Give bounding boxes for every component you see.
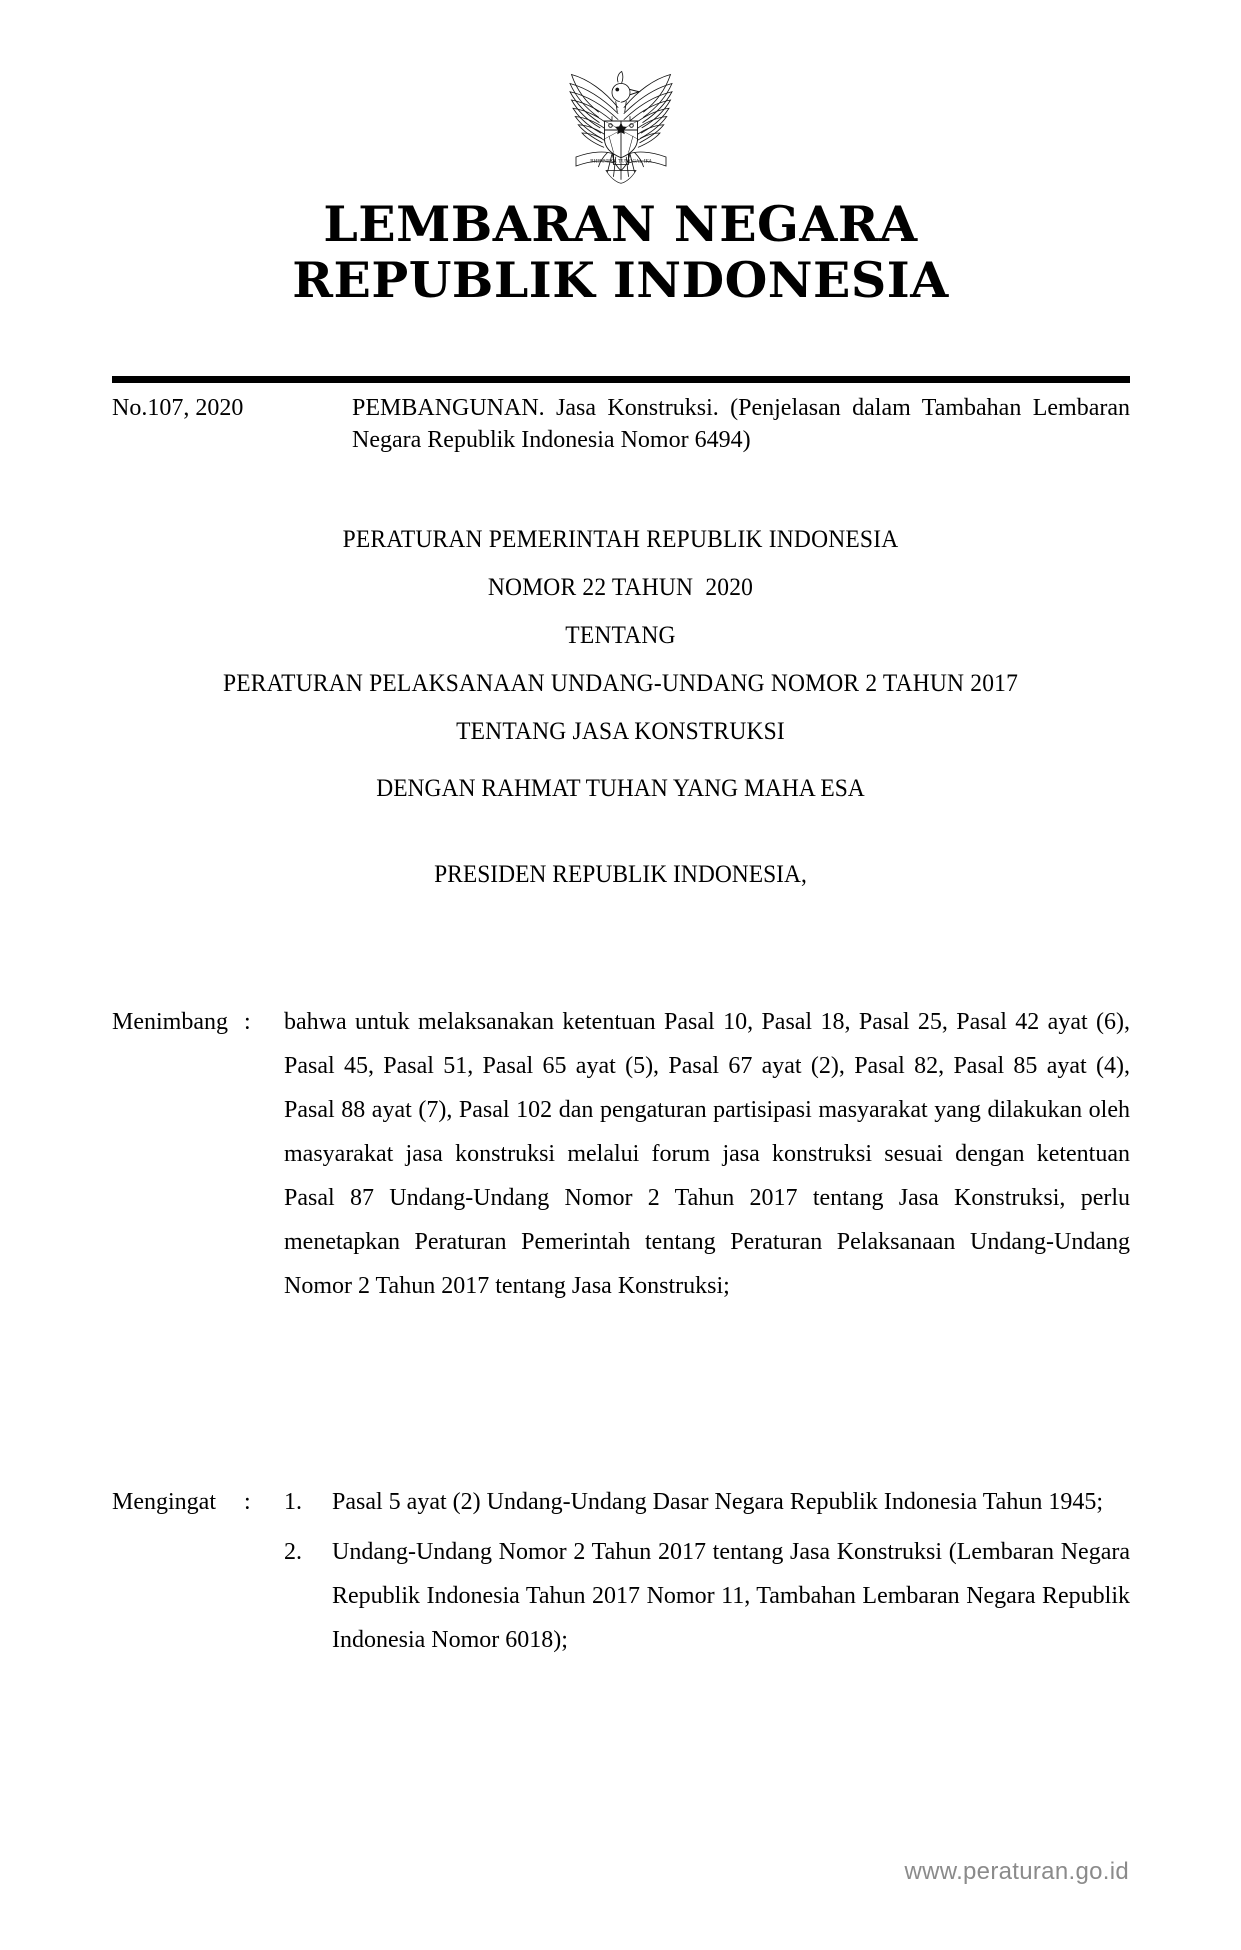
menimbang-clause bbox=[112, 1000, 1130, 1308]
list-item-number: 2. bbox=[284, 1539, 302, 1565]
regulation-title-block bbox=[0, 516, 1241, 756]
header-divider-rule bbox=[112, 376, 1130, 383]
gazette-meta-row bbox=[112, 392, 1130, 456]
mengingat-label: Mengingat bbox=[112, 1489, 216, 1515]
list-item-text: Undang-Undang Nomor 2 Tahun 2017 tentang Jasa Konstruksi (Lembaran Negara Republik Indonesia Tahun 2017 Nomor 11, Tambahan Lembaran Negara Republik Indonesia Nomor 6018); bbox=[332, 1539, 1130, 1653]
masthead-line-1: LEMBARAN NEGARA bbox=[323, 195, 918, 253]
masthead-line-2: REPUBLIK INDONESIA bbox=[292, 251, 949, 309]
mengingat-body bbox=[284, 1480, 1130, 1662]
title-line-3: TENTANG bbox=[565, 622, 676, 649]
title-line-2: NOMOR 22 TAHUN 2020 bbox=[487, 574, 754, 601]
mengingat-list bbox=[284, 1480, 1130, 1662]
list-item bbox=[284, 1480, 1130, 1524]
menimbang-label: Menimbang bbox=[112, 1009, 228, 1035]
gazette-description: PEMBANGUNAN. Jasa Konstruksi. (Penjelasan dalam Tambahan Lembaran Negara Republik Indonesia Nomor 6494) bbox=[352, 395, 1130, 453]
menimbang-colon: : bbox=[244, 1009, 251, 1035]
list-item bbox=[284, 1530, 1130, 1662]
emblem-container bbox=[0, 58, 1241, 198]
masthead bbox=[0, 196, 1241, 308]
mengingat-clause bbox=[112, 1480, 1130, 1662]
emblem-motto-text: BHINNEKA TUNGGAL IKA bbox=[589, 159, 652, 165]
title-line-1: PERATURAN PEMERINTAH REPUBLIK INDONESIA bbox=[342, 526, 899, 553]
list-item-text: Pasal 5 ayat (2) Undang-Undang Dasar Negara Republik Indonesia Tahun 1945; bbox=[332, 1489, 1103, 1515]
gazette-number: No.107, 2020 bbox=[112, 395, 244, 421]
title-line-5: TENTANG JASA KONSTRUKSI bbox=[456, 718, 785, 745]
menimbang-body: bahwa untuk melaksanakan ketentuan Pasal 10, Pasal 18, Pasal 25, Pasal 42 ayat (6), Pasal 45, Pasal 51, Pasal 65 ayat (5), Pasal 67 ayat (2), Pasal 82, Pasal 85 ayat (4), Pasal 88 ayat (7), Pasal 102 dan pengaturan partisipasi masyarakat yang dilakukan oleh masyarakat jasa konstruksi melalui forum jasa konstruksi sesuai dengan ketentuan Pasal 87 Undang-Undang Nomor 2 Tahun 2017 tentang Jasa Konstruksi, perlu menetapkan Peraturan Pemerintah tentang Peraturan Pelaksanaan Undang-Undang Nomor 2 Tahun 2017 tentang Jasa Konstruksi; bbox=[284, 1009, 1130, 1299]
garuda-pancasila-icon bbox=[546, 58, 696, 193]
blessing-line: DENGAN RAHMAT TUHAN YANG MAHA ESA bbox=[376, 775, 865, 802]
title-line-4: PERATURAN PELAKSANAAN UNDANG-UNDANG NOMOR 2 TAHUN 2017 bbox=[222, 670, 1019, 697]
list-item-number: 1. bbox=[284, 1489, 302, 1515]
footer-watermark-url: www.peraturan.go.id bbox=[904, 1858, 1129, 1885]
mengingat-colon: : bbox=[244, 1489, 251, 1515]
president-line: PRESIDEN REPUBLIK INDONESIA, bbox=[434, 861, 807, 888]
